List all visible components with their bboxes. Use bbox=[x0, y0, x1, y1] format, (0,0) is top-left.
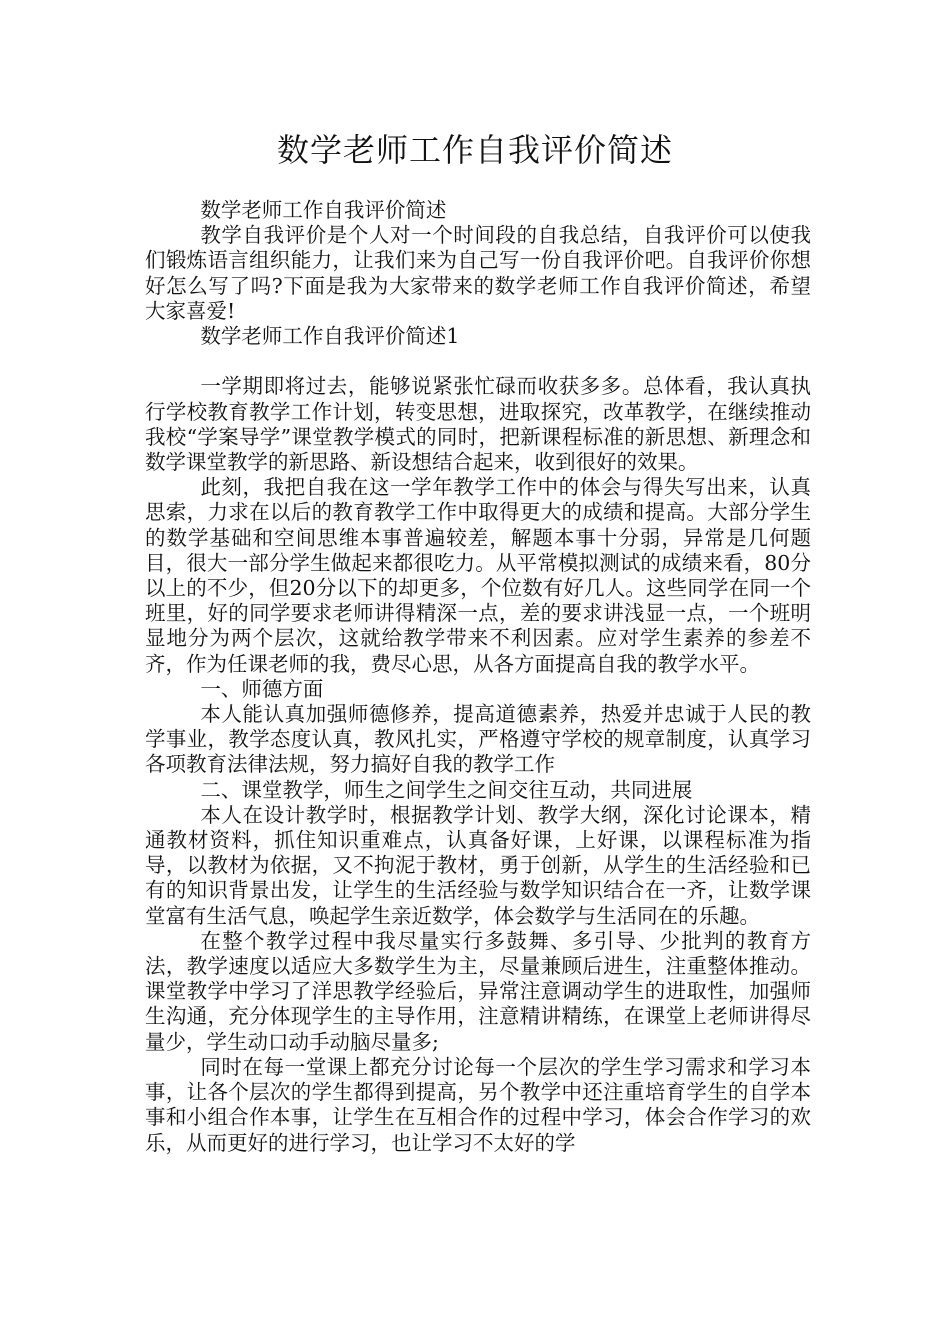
intro-paragraph: 教学自我评价是个人对一个时间段的自我总结，自我评价可以使我们锻炼语言组织能力，让我们来为自己写一份自我评价吧。自我评价你想好怎么写了吗?下面是我为大家带来的数学老师工作自我评价简述，希望大家喜爱! bbox=[145, 223, 811, 323]
document-body bbox=[145, 198, 811, 1156]
body-paragraph: 本人能认真加强师德修养，提高道德素养，热爱并忠诚于人民的教学事业，教学态度认真，教风扎实，严格遵守学校的规章制度，认真学习各项教育法律法规，努力搞好自我的教学工作 bbox=[145, 702, 811, 777]
body-paragraph: 同时在每一堂课上都充分讨论每一个层次的学生学习需求和学习本事，让各个层次的学生都得到提高，另个教学中还注重培育学生的自学本事和小组合作本事，让学生在互相合作的过程中学习，体会合作学习的欢乐，从而更好的进行学习，也让学习不太好的学 bbox=[145, 1054, 811, 1155]
body-paragraph: 此刻，我把自我在这一学年教学工作中的体会与得失写出来，认真思索，力求在以后的教育教学工作中取得更大的成绩和提高。大部分学生的数学基础和空间思维本事普遍较差，解题本事十分弱，异常是几何题目，很大一部分学生做起来都很吃力。从平常模拟测试的成绩来看，80分以上的不少，但20分以下的却更多，个位数有好几人。这些同学在同一个班里，好的同学要求老师讲得精深一点，差的要求讲浅显一点，一个班明显地分为两个层次，这就给教学带来不利因素。应对学生素养的参差不齐，作为任课老师的我，费尽心思，从各方面提高自我的教学水平。 bbox=[145, 475, 811, 676]
section-heading-1: 数学老师工作自我评价简述1 bbox=[200, 324, 460, 349]
subheading-ethics: 一、师德方面 bbox=[200, 676, 324, 701]
blank-line bbox=[145, 349, 811, 374]
body-paragraph: 一学期即将过去，能够说紧张忙碌而收获多多。总体看，我认真执行学校教育教学工作计划，转变思想，进取探究，改革教学，在继续推动我校“学案导学”课堂教学模式的同时，把新课程标准的新思想、新理念和数学课堂教学的新思路、新设想结合起来，收到很好的效果。 bbox=[145, 374, 811, 475]
intro-heading-paragraph: 数学老师工作自我评价简述 bbox=[200, 198, 447, 222]
subheading-classroom: 二、课堂教学，师生之间学生之间交往互动，共同进展 bbox=[200, 777, 693, 802]
body-paragraph: 在整个教学过程中我尽量实行多鼓舞、多引导、少批判的教育方法，教学速度以适应大多数学生为主，尽量兼顾后进生，注重整体推动。课堂教学中学习了洋思教学经验后，异常注意调动学生的进取性，加强师生沟通，充分体现学生的主导作用，注意精讲精练，在课堂上老师讲得尽量少，学生动口动手动脑尽量多; bbox=[145, 928, 811, 1054]
document-title: 数学老师工作自我评价简述 bbox=[276, 131, 673, 169]
body-paragraph: 本人在设计教学时，根据教学计划、教学大纲，深化讨论课本，精通教材资料，抓住知识重难点，认真备好课，上好课，以课程标准为指导，以教材为依据，又不拘泥于教材，勇于创新，从学生的生活经验和已有的知识背景出发，让学生的生活经验与数学知识结合在一齐，让数学课堂富有生活气息，唤起学生亲近数学，体会数学与生活同在的乐趣。 bbox=[145, 802, 811, 928]
